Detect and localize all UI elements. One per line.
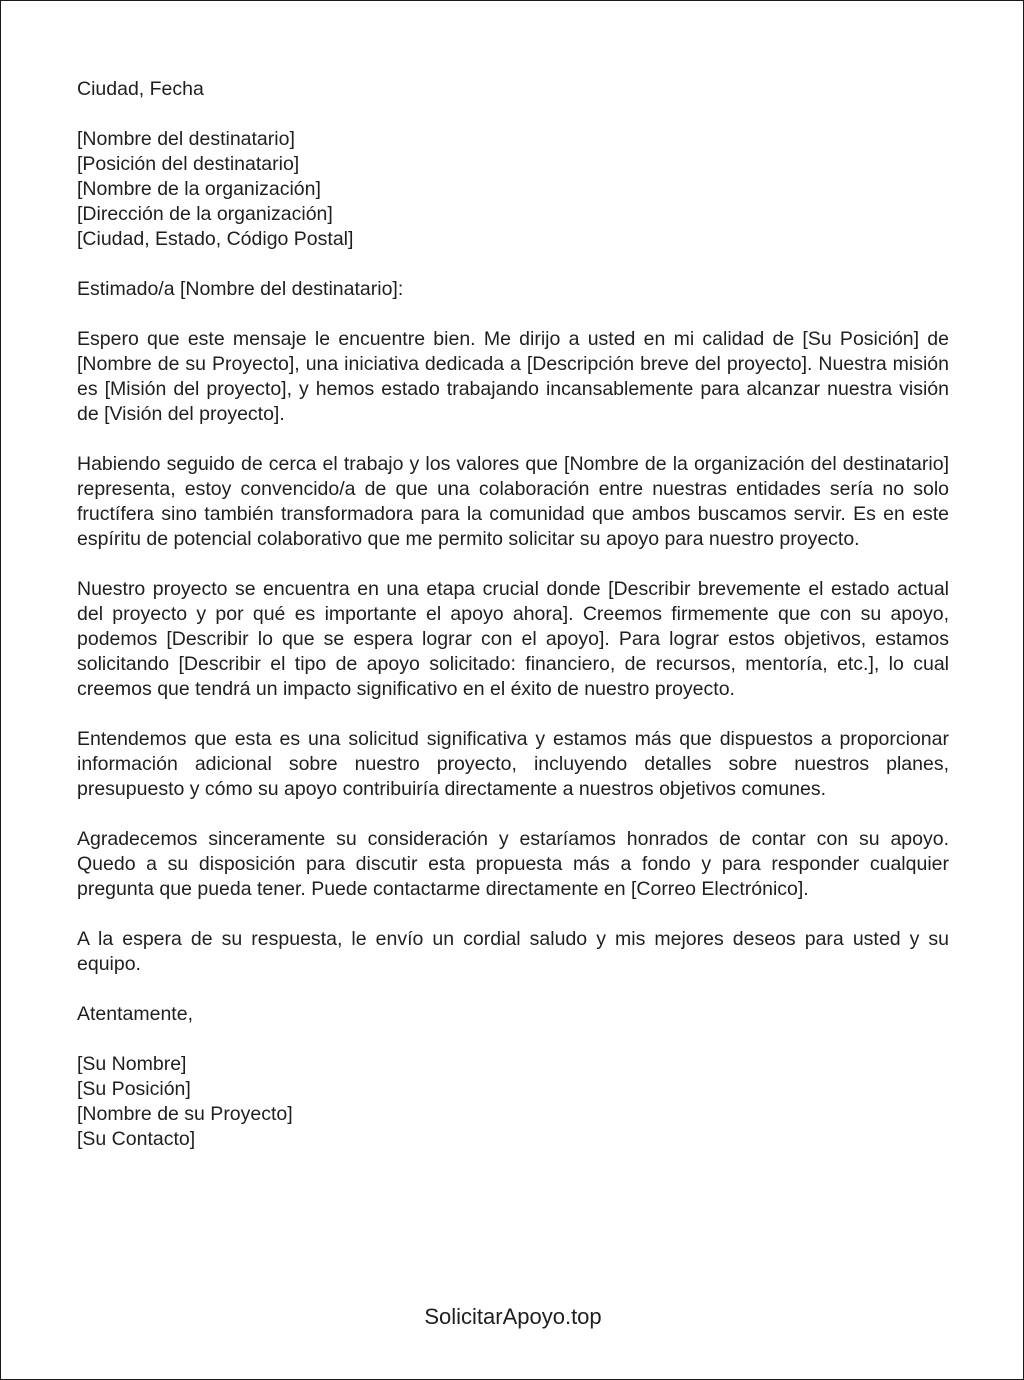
recipient-city: [Ciudad, Estado, Código Postal] [77, 228, 354, 250]
signature-position: [Su Posición] [77, 1078, 191, 1100]
signature-project: [Nombre de su Proyecto] [77, 1103, 293, 1125]
paragraph-project-stage: Nuestro proyecto se encuentra en una etapa crucial donde [Describir brevemente el estado actual del proyecto y por qué es importante el apoyo ahora]. Creemos firmemente que con su apoyo, podemos [Describir lo que se espera lograr con el apoyo]. Para lograr estos objetivos, estamos solicitando [Describir el tipo de apoyo solicitado: financiero, de recursos, mentoría, etc.], lo cual creemos que tendrá un impacto significativo en el éxito de nuestro proyecto. [77, 578, 949, 700]
signature-name: [Su Nombre] [77, 1053, 187, 1075]
signature-contact: [Su Contacto] [77, 1128, 196, 1150]
place-date: Ciudad, Fecha [77, 78, 204, 100]
paragraph-gratitude: Agradecemos sinceramente su consideración y estaríamos honrados de contar con su apoyo. Quedo a su disposición para discutir esta propuesta más a fondo y para responder cualquier pregunta que pueda tener. Puede contactarme directamente en [Correo Electrónico]. [77, 828, 949, 900]
recipient-name: [Nombre del destinatario] [77, 128, 295, 150]
paragraph-additional-info: Entendemos que esta es una solicitud significativa y estamos más que dispuestos a proporcionar información adicional sobre nuestro proyecto, incluyendo detalles sobre nuestros planes, presupuesto y cómo su apoyo contribuiría directamente a nuestros objetivos comunes. [77, 728, 949, 800]
paragraph-intro: Espero que este mensaje le encuentre bien. Me dirijo a usted en mi calidad de [Su Posición] de [Nombre de su Proyecto], una iniciativa dedicada a [Descripción breve del proyecto]. Nuestra misión es [Misión del proyecto], y hemos estado trabajando incansablemente para alcanzar nuestra visión de [Visión del proyecto]. [77, 328, 949, 425]
salutation: Estimado/a [Nombre del destinatario]: [77, 278, 404, 300]
paragraph-farewell: A la espera de su respuesta, le envío un cordial saludo y mis mejores deseos para usted y su equipo. [77, 928, 949, 975]
letter-body [77, 77, 949, 1177]
recipient-position: [Posición del destinatario] [77, 153, 300, 175]
recipient-block [77, 127, 949, 252]
signature-block [77, 1052, 949, 1152]
paragraph-collaboration: Habiendo seguido de cerca el trabajo y los valores que [Nombre de la organización del destinatario] representa, estoy convencido/a de que una colaboración entre nuestras entidades sería no solo fructífera sino también transformadora para la comunidad que ambos buscamos servir. Es en este espíritu de potencial colaborativo que me permito solicitar su apoyo para nuestro proyecto. [77, 453, 949, 550]
site-footer: SolicitarApoyo.top [424, 1304, 602, 1329]
recipient-address: [Dirección de la organización] [77, 203, 333, 225]
closing: Atentamente, [77, 1003, 193, 1025]
recipient-organization: [Nombre de la organización] [77, 178, 321, 200]
